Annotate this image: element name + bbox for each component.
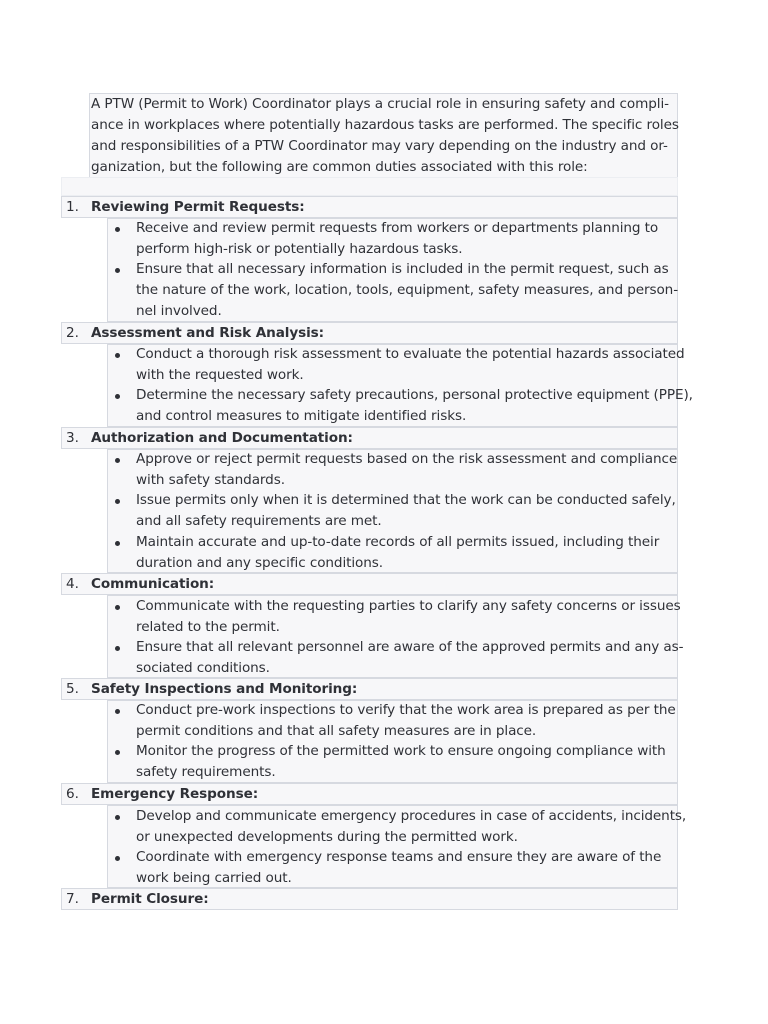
intro-line: ance in workplaces where potentially hazardous tasks are performed. The specific roles <box>91 117 679 133</box>
spacer-strip <box>61 177 678 196</box>
bullet-line: Maintain accurate and up-to-date records of all permits issued, including their <box>136 534 660 550</box>
bullet-line: safety requirements. <box>136 764 276 780</box>
bullet-line: Communicate with the requesting parties to clarify any safety concerns or issues <box>136 598 681 614</box>
bullet-icon <box>115 458 120 463</box>
bullet-line: work being carried out. <box>136 870 292 886</box>
bullet-icon <box>115 268 120 273</box>
bullet-icon <box>115 709 120 714</box>
bullet-line: with the requested work. <box>136 367 304 383</box>
section-title: Authorization and Documentation: <box>91 430 353 446</box>
section-title: Assessment and Risk Analysis: <box>91 325 324 341</box>
section-number: 5. <box>66 681 79 697</box>
bullet-line: and all safety requirements are met. <box>136 513 382 529</box>
bullet-line: Conduct a thorough risk assessment to evaluate the potential hazards associated <box>136 346 685 362</box>
bullet-line: Ensure that all relevant personnel are aware of the approved permits and any as- <box>136 639 684 655</box>
bullet-line: Determine the necessary safety precautions, personal protective equipment (PPE), <box>136 387 693 403</box>
bullet-line: or unexpected developments during the permitted work. <box>136 829 518 845</box>
bullet-icon <box>115 353 120 358</box>
section-number: 4. <box>66 576 79 592</box>
bullet-icon <box>115 856 120 861</box>
bullet-line: Approve or reject permit requests based on the risk assessment and compliance <box>136 451 678 467</box>
bullet-line: Issue permits only when it is determined that the work can be conducted safely, <box>136 492 676 508</box>
section-title: Communication: <box>91 576 215 592</box>
intro-line: A PTW (Permit to Work) Coordinator plays a crucial role in ensuring safety and compli- <box>91 96 669 112</box>
bullet-line: with safety standards. <box>136 472 285 488</box>
intro-line: and responsibilities of a PTW Coordinator may vary depending on the industry and or- <box>91 138 668 154</box>
bullet-line: the nature of the work, location, tools, equipment, safety measures, and person- <box>136 282 679 298</box>
section-number: 1. <box>66 199 79 215</box>
bullet-line: and control measures to mitigate identified risks. <box>136 408 467 424</box>
section-number: 7. <box>66 891 79 907</box>
bullet-line: duration and any specific conditions. <box>136 555 383 571</box>
bullet-line: Coordinate with emergency response teams and ensure they are aware of the <box>136 849 662 865</box>
bullet-icon <box>115 394 120 399</box>
bullet-icon <box>115 499 120 504</box>
bullet-line: nel involved. <box>136 303 222 319</box>
bullet-icon <box>115 605 120 610</box>
section-number: 6. <box>66 786 79 802</box>
bullet-line: perform high-risk or potentially hazardous tasks. <box>136 241 463 257</box>
section-title: Emergency Response: <box>91 786 259 802</box>
section-title: Permit Closure: <box>91 891 209 907</box>
bullet-line: Develop and communicate emergency procedures in case of accidents, incidents, <box>136 808 687 824</box>
bullet-line: related to the permit. <box>136 619 280 635</box>
intro-line: ganization, but the following are common duties associated with this role: <box>91 159 588 175</box>
section-number: 3. <box>66 430 79 446</box>
bullet-line: Ensure that all necessary information is included in the permit request, such as <box>136 261 669 277</box>
section-number: 2. <box>66 325 79 341</box>
bullet-line: sociated conditions. <box>136 660 270 676</box>
section-title: Safety Inspections and Monitoring: <box>91 681 358 697</box>
section-title: Reviewing Permit Requests: <box>91 199 305 215</box>
bullet-icon <box>115 541 120 546</box>
bullet-icon <box>115 750 120 755</box>
bullet-icon <box>115 646 120 651</box>
bullet-line: Receive and review permit requests from workers or departments planning to <box>136 220 659 236</box>
bullet-line: Monitor the progress of the permitted work to ensure ongoing compliance with <box>136 743 666 759</box>
bullet-icon <box>115 815 120 820</box>
bullet-line: Conduct pre-work inspections to verify that the work area is prepared as per the <box>136 702 676 718</box>
bullet-line: permit conditions and that all safety measures are in place. <box>136 723 537 739</box>
bullet-icon <box>115 227 120 232</box>
